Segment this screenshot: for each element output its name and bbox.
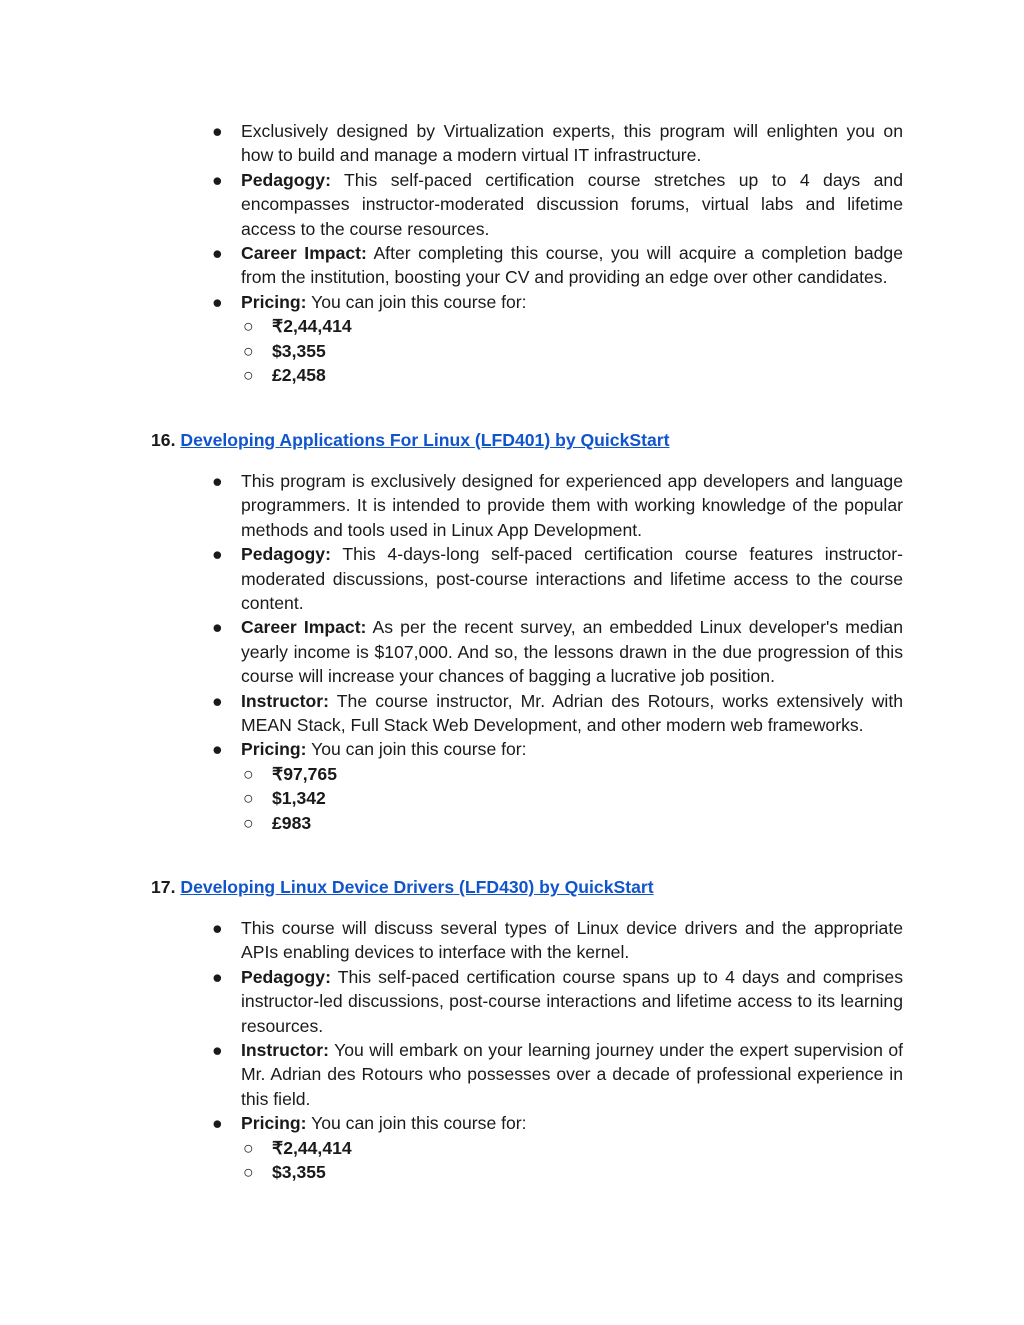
list-item	[212, 290, 903, 388]
bullet-text: This self-paced certification course stretches up to 4 days and encompasses instructor-moderated discussion forums, virtual labs and lifetime access to the course resources.	[241, 169, 903, 239]
bullet-label: Pedagogy:	[241, 544, 331, 565]
list-item	[212, 1038, 903, 1111]
bullet-label: Career Impact:	[241, 617, 367, 638]
price-item	[212, 1136, 903, 1160]
bullet-label: Pedagogy:	[241, 169, 331, 190]
price-item	[212, 339, 903, 363]
bullet-icon: ●	[212, 617, 223, 638]
bullet-label: Pricing:	[241, 291, 307, 312]
price-item	[212, 762, 903, 786]
section-15-bullet-list	[212, 119, 903, 387]
bullet-text: This 4-days-long self-paced certification course features instructor-moderated discussions, post-course interactions and lifetime access to the course content.	[241, 544, 903, 614]
bullet-icon: ●	[212, 966, 223, 987]
list-item	[212, 916, 903, 965]
list-item	[212, 1111, 903, 1184]
price-value: $3,355	[272, 340, 326, 361]
list-item	[212, 119, 903, 168]
price-item	[212, 1160, 903, 1184]
list-item	[212, 737, 903, 835]
price-value: ₹2,44,414	[272, 316, 352, 337]
bullet-text: This program is exclusively designed for experienced app developers and language programmers. It is intended to provide them with working knowledge of the popular methods and tools used in Linux App Development.	[241, 471, 903, 540]
list-item	[212, 965, 903, 1038]
bullet-icon: ●	[212, 739, 223, 760]
section-16-heading	[151, 428, 669, 452]
bullet-label: Pedagogy:	[241, 966, 331, 987]
bullet-label: Instructor:	[241, 690, 329, 711]
price-item	[212, 786, 903, 810]
price-item	[212, 811, 903, 835]
list-item	[212, 168, 903, 241]
bullet-icon: ●	[212, 169, 223, 190]
bullet-text: This self-paced certification course spans up to 4 days and comprises instructor-led discussions, post-course interactions and lifetime access to its learning resources.	[241, 966, 903, 1036]
circle-bullet-icon: ○	[243, 788, 254, 809]
bullet-icon: ●	[212, 291, 223, 312]
bullet-text: Exclusively designed by Virtualization experts, this program will enlighten you on how to build and manage a modern virtual IT infrastructure.	[241, 121, 903, 166]
bullet-text: After completing this course, you will acquire a completion badge from the institution, boosting your CV and providing an edge over other candidates.	[241, 243, 903, 288]
bullet-label: Pricing:	[241, 739, 307, 760]
price-list	[212, 1136, 903, 1185]
bullet-icon: ●	[212, 544, 223, 565]
bullet-text: This course will discuss several types of Linux device drivers and the appropriate APIs enabling devices to interface with the kernel.	[241, 918, 903, 963]
price-value: $3,355	[272, 1162, 326, 1183]
bullet-icon: ●	[212, 471, 223, 491]
list-item	[212, 469, 903, 542]
bullet-icon: ●	[212, 121, 223, 141]
circle-bullet-icon: ○	[243, 340, 254, 361]
bullet-icon: ●	[212, 1113, 223, 1134]
bullet-text: You will embark on your learning journey under the expert supervision of Mr. Adrian des Rotours who possesses over a decade of professional experience in this field.	[241, 1040, 903, 1109]
bullet-icon: ●	[212, 918, 223, 938]
price-item	[212, 363, 903, 387]
bullet-text: You can join this course for:	[306, 739, 527, 760]
price-list	[212, 762, 903, 835]
price-value: £2,458	[272, 365, 326, 386]
bullet-text: As per the recent survey, an embedded Linux developer's median yearly income is $107,000. And so, the lessons drawn in the due progression of this course will increase your chances of bagging a lucrative job position.	[241, 617, 903, 687]
price-value: ₹97,765	[272, 763, 338, 784]
circle-bullet-icon: ○	[243, 1162, 254, 1183]
list-item	[212, 615, 903, 688]
course-link[interactable]: Developing Applications For Linux (LFD401) by QuickStart	[180, 430, 670, 450]
bullet-text: The course instructor, Mr. Adrian des Rotours, works extensively with MEAN Stack, Full Stack Web Development, and other modern web frameworks.	[241, 690, 903, 736]
section-number: 16.	[151, 430, 176, 450]
bullet-icon: ●	[212, 690, 223, 711]
list-item	[212, 689, 903, 738]
list-item	[212, 241, 903, 290]
bullet-label: Career Impact:	[241, 243, 367, 264]
section-17-heading	[151, 875, 654, 899]
bullet-icon: ●	[212, 243, 223, 264]
bullet-label: Pricing:	[241, 1113, 307, 1134]
price-item	[212, 314, 903, 338]
bullet-icon: ●	[212, 1040, 223, 1061]
bullet-text: You can join this course for:	[306, 1113, 527, 1134]
bullet-text: You can join this course for:	[306, 291, 527, 312]
section-number: 17.	[151, 877, 176, 897]
circle-bullet-icon: ○	[243, 365, 254, 386]
course-link[interactable]: Developing Linux Device Drivers (LFD430) by QuickStart	[180, 877, 654, 897]
price-list	[212, 314, 903, 387]
list-item	[212, 542, 903, 615]
price-value: ₹2,44,414	[272, 1137, 352, 1158]
bullet-label: Instructor:	[241, 1040, 329, 1061]
circle-bullet-icon: ○	[243, 812, 254, 833]
circle-bullet-icon: ○	[243, 763, 254, 784]
price-value: $1,342	[272, 788, 326, 809]
circle-bullet-icon: ○	[243, 316, 254, 337]
section-16-bullet-list	[212, 469, 903, 835]
section-17-bullet-list	[212, 916, 903, 1184]
circle-bullet-icon: ○	[243, 1137, 254, 1158]
price-value: £983	[272, 812, 312, 833]
